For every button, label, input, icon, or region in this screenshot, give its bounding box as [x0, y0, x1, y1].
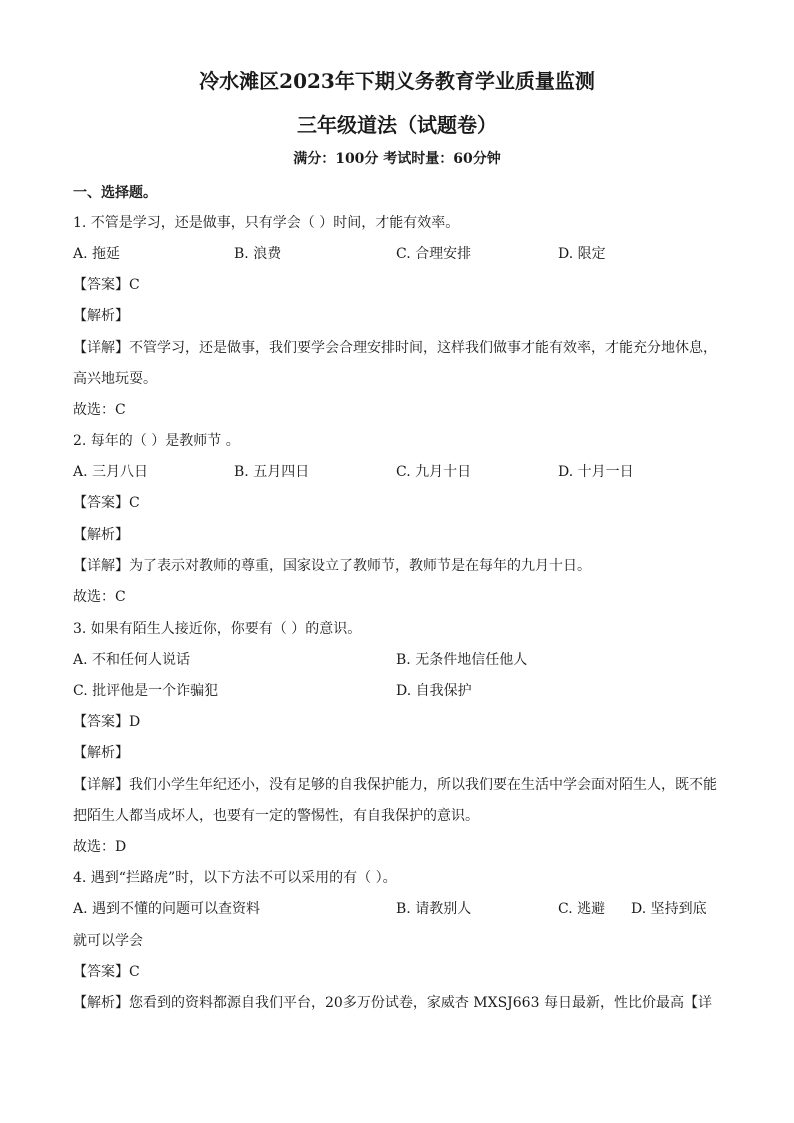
- q3-option-a: A. 不和任何人说话: [73, 652, 191, 668]
- q4-option-c: C. 逃避: [558, 901, 606, 917]
- section-heading: 一、选择题。: [73, 185, 157, 201]
- q4-analysis: 【解析】您看到的资料都源自我们平台，20多万份试卷，家威杏 MXSJ663 每日最新，性比价最高【详: [73, 995, 712, 1011]
- q3-stem: 3. 如果有陌生人接近你，你要有（ ）的意识。: [73, 621, 362, 637]
- q2-detail: 【详解】为了表示对教师的尊重，国家设立了教师节，教师节是在每年的九月十日。: [73, 558, 591, 574]
- q4-option-b: B. 请教别人: [396, 901, 472, 917]
- q4-option-d: D. 坚持到底: [631, 901, 707, 917]
- q1-option-a: A. 拖延: [73, 246, 121, 262]
- q2-analysis: 【解析】: [73, 527, 129, 543]
- q2-option-c: C. 九月十日: [396, 464, 472, 480]
- score-info: 满分：100分 考试时量：60分钟: [293, 151, 501, 167]
- q4-option-a: A. 遇到不懂的问题可以查资料: [73, 901, 261, 917]
- q2-choice: 故选：C: [73, 589, 126, 605]
- q3-choice: 故选：D: [73, 839, 127, 855]
- q2-option-a: A. 三月八日: [73, 464, 149, 480]
- q4-answer: 【答案】C: [73, 964, 140, 980]
- q1-answer: 【答案】C: [73, 277, 140, 293]
- q3-option-c: C. 批评他是一个诈骗犯: [73, 683, 219, 699]
- q1-analysis: 【解析】: [73, 308, 129, 324]
- q3-analysis: 【解析】: [73, 745, 129, 761]
- q1-detail: 【详解】不管学习，还是做事，我们要学会合理安排时间，这样我们做事才能有效率，才能充分地休息，: [73, 340, 717, 356]
- q3-option-d: D. 自我保护: [396, 683, 472, 699]
- page-title: 冷水滩区2023年下期义务教育学业质量监测: [199, 69, 595, 93]
- q1-stem: 1. 不管是学习，还是做事，只有学会（ ）时间，才能有效率。: [73, 215, 460, 231]
- q3-answer: 【答案】D: [73, 714, 141, 730]
- q3-option-b: B. 无条件地信任他人: [396, 652, 528, 668]
- q2-option-d: D. 十月一日: [558, 464, 634, 480]
- q3-detail-cont: 把陌生人都当成坏人，也要有一定的警惕性，有自我保护的意识。: [73, 808, 479, 824]
- q1-choice: 故选：C: [73, 402, 126, 418]
- q1-option-c: C. 合理安排: [396, 246, 472, 262]
- q1-option-d: D. 限定: [558, 246, 606, 262]
- q1-option-b: B. 浪费: [234, 246, 282, 262]
- q1-detail-cont: 高兴地玩耍。: [73, 371, 157, 387]
- page-subtitle: 三年级道法（试题卷）: [297, 113, 497, 137]
- q3-detail: 【详解】我们小学生年纪还小，没有足够的自我保护能力，所以我们要在生活中学会面对陌生人，既不能: [73, 777, 717, 793]
- q4-option-cont: 就可以学会: [73, 933, 143, 949]
- q2-stem: 2. 每年的（ ）是教师节 。: [73, 433, 240, 449]
- q2-answer: 【答案】C: [73, 495, 140, 511]
- q2-option-b: B. 五月四日: [234, 464, 310, 480]
- q4-stem: 4. 遇到“拦路虎”时，以下方法不可以采用的有（ ）。: [73, 870, 397, 886]
